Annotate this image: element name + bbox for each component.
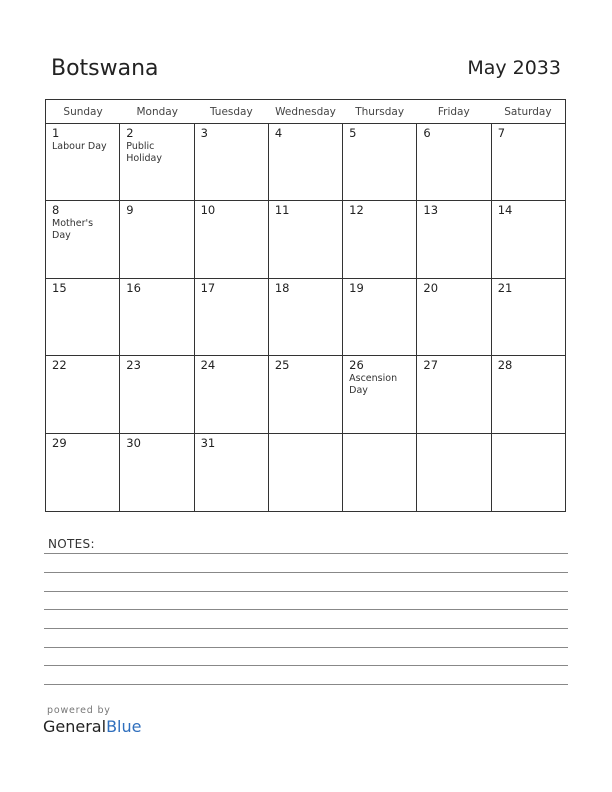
day-cell <box>343 434 417 511</box>
notes-line <box>44 665 568 666</box>
day-cell <box>343 201 417 277</box>
notes-line <box>44 647 568 648</box>
notes-line <box>44 628 568 629</box>
notes-line <box>44 591 568 592</box>
day-number: 11 <box>274 203 290 218</box>
notes-line <box>44 684 568 685</box>
day-number: 31 <box>200 435 216 450</box>
weekday-label: Tuesday <box>209 106 253 118</box>
day-cell <box>343 356 417 432</box>
day-cell <box>46 356 120 432</box>
day-number: 14 <box>497 203 513 218</box>
weekday-label: Saturday <box>504 106 552 118</box>
notes-label: NOTES: <box>48 537 95 551</box>
weekday-label: Wednesday <box>275 106 336 118</box>
weekday-label: Friday <box>437 106 470 118</box>
week-row <box>46 201 565 278</box>
day-cell <box>120 279 194 355</box>
day-cell <box>120 124 194 200</box>
brand-general: General <box>43 717 107 736</box>
day-cell <box>492 434 565 511</box>
day-cell <box>492 279 565 355</box>
day-cell <box>417 201 491 277</box>
day-number: 1 <box>52 126 60 140</box>
day-cell <box>46 434 120 511</box>
day-number: 8 <box>52 203 60 218</box>
week-row <box>46 356 565 433</box>
day-cell <box>269 279 343 355</box>
holiday-label: Ascension Day <box>349 373 398 397</box>
day-number: 17 <box>200 280 216 295</box>
day-cell <box>269 201 343 277</box>
notes-line <box>44 572 568 573</box>
day-cell <box>417 356 491 432</box>
week-row <box>46 434 565 511</box>
day-number: 26 <box>349 358 364 373</box>
day-cell <box>120 201 194 277</box>
day-number: 16 <box>126 280 141 295</box>
day-cell <box>46 279 120 355</box>
day-number: 21 <box>497 280 513 295</box>
holiday-label: Labour Day <box>52 141 107 152</box>
day-cell <box>46 201 120 277</box>
weekday-label: Sunday <box>63 106 103 118</box>
day-number: 25 <box>274 358 290 373</box>
day-number: 24 <box>200 358 216 373</box>
day-number: 15 <box>52 280 67 295</box>
day-cell <box>492 124 565 200</box>
day-number: 19 <box>349 280 364 295</box>
day-cell <box>195 279 269 355</box>
brand-blue: Blue <box>106 717 142 736</box>
day-number: 5 <box>349 126 357 140</box>
day-number: 6 <box>423 126 431 140</box>
day-number: 27 <box>423 358 439 373</box>
calendar-grid <box>45 99 566 512</box>
day-cell <box>269 434 343 511</box>
notes-line <box>44 553 568 554</box>
holiday-label: Public Holiday <box>126 141 162 164</box>
day-number: 7 <box>497 126 506 140</box>
day-cell <box>343 279 417 355</box>
day-cell <box>195 124 269 200</box>
month-year-title: May 2033 <box>467 57 561 79</box>
day-cell <box>269 356 343 432</box>
holiday-label: Mother's Day <box>52 218 94 242</box>
day-number: 29 <box>52 435 67 450</box>
week-row <box>46 279 565 356</box>
day-cell <box>343 124 417 200</box>
day-cell <box>195 356 269 432</box>
day-cell <box>195 201 269 277</box>
day-cell <box>492 201 565 277</box>
day-cell <box>417 124 491 200</box>
day-cell <box>120 356 194 432</box>
day-number: 9 <box>126 203 134 218</box>
day-number: 2 <box>126 126 134 140</box>
day-number: 30 <box>126 435 141 450</box>
day-number: 28 <box>497 358 513 373</box>
brand-logo <box>43 717 141 736</box>
day-cell <box>269 124 343 200</box>
day-cell <box>46 124 120 200</box>
day-cell <box>120 434 194 511</box>
day-cell <box>417 434 491 511</box>
day-cell <box>492 356 565 432</box>
day-cell <box>195 434 269 511</box>
notes-line <box>44 609 568 610</box>
day-number: 4 <box>274 126 283 140</box>
day-number: 20 <box>423 280 439 295</box>
day-number: 18 <box>274 280 290 295</box>
day-number: 10 <box>200 203 216 218</box>
day-number: 3 <box>200 126 208 140</box>
weekday-label: Thursday <box>355 106 405 118</box>
day-number: 23 <box>126 358 141 373</box>
day-number: 12 <box>349 203 364 218</box>
powered-by-text: powered by <box>47 705 111 716</box>
day-cell <box>417 279 491 355</box>
country-title: Botswana <box>51 56 159 81</box>
weeks-container <box>46 124 565 511</box>
weekday-label: Monday <box>136 106 178 118</box>
week-row <box>46 124 565 201</box>
day-number: 22 <box>52 358 67 373</box>
weekday-header-row <box>46 100 565 124</box>
day-number: 13 <box>423 203 439 218</box>
